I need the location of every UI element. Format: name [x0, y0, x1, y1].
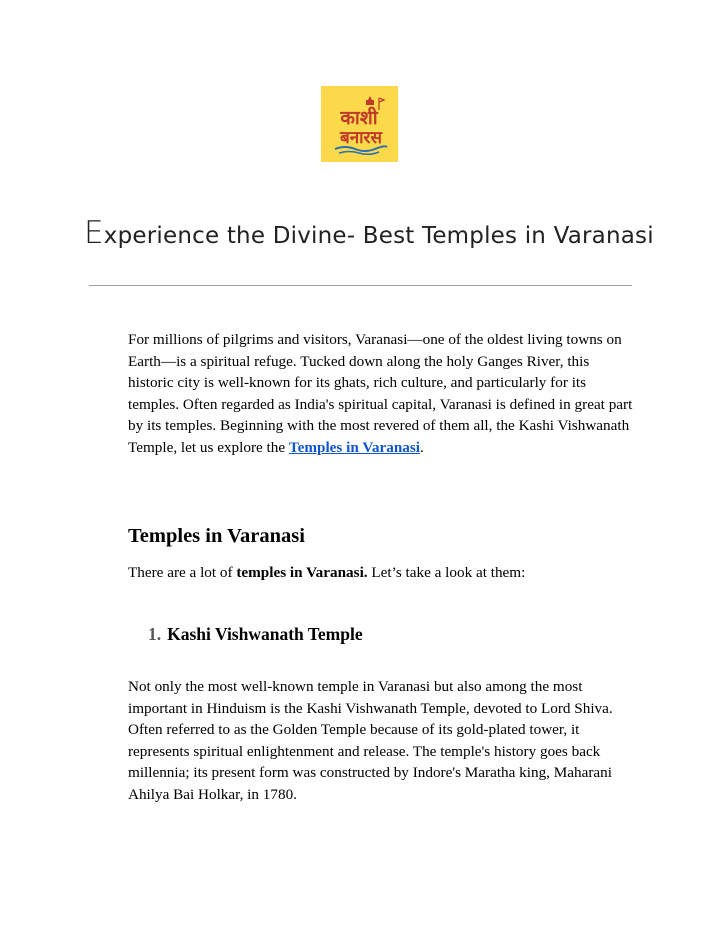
section-text-after: Let’s take a look at them: — [367, 564, 526, 581]
title-rest: xperience the Divine- Best Temples in Varanasi — [103, 223, 654, 249]
item1-heading — [148, 624, 363, 645]
intro-period: . — [420, 438, 424, 456]
intro-text: For millions of pilgrims and visitors, Varanasi—one of the oldest living towns on Earth—is a spiritual refuge. Tucked down along the holy Ganges River, this historic city is well-known for its ghats, rich culture, and particularly for its temples. Often regarded as India's spiritual capital, Varanasi is defined in great part by its temples. Beginning with the most revered of them all, the Kashi Vishwanath Temple, let us explore the — [128, 331, 633, 456]
section-text-before: There are a lot of — [128, 564, 237, 581]
section-text-bold: temples in Varanasi. — [236, 564, 368, 581]
page-title — [84, 215, 684, 251]
logo-line2: बनारस — [340, 128, 382, 148]
logo-line1: काशी — [340, 107, 378, 129]
kashi-banaras-logo-icon — [321, 86, 398, 162]
temples-in-varanasi-link[interactable]: Temples in Varanasi — [288, 438, 420, 456]
item1-number: 1. — [148, 624, 162, 644]
title-first-letter: E — [84, 215, 104, 251]
intro-paragraph — [128, 329, 633, 458]
section-paragraph — [128, 562, 633, 584]
item1-paragraph: Not only the most well-known temple in Varanasi but also among the most important in Hinduism is the Kashi Vishwanath Temple, devoted to Lord Shiva. Often referred to as the Golden Temple because of its gold-plated tower, it represents spiritual enlightenment and release. The temple's history goes back millennia; its present form was constructed by Indore's Maratha king, Maharani Ahilya Bai Holkar, in 1780. — [128, 678, 613, 803]
section-heading: Temples in Varanasi — [128, 525, 305, 547]
item1-title: Kashi Vishwanath Temple — [167, 624, 363, 644]
site-logo[interactable] — [321, 86, 398, 162]
title-divider — [89, 285, 632, 286]
